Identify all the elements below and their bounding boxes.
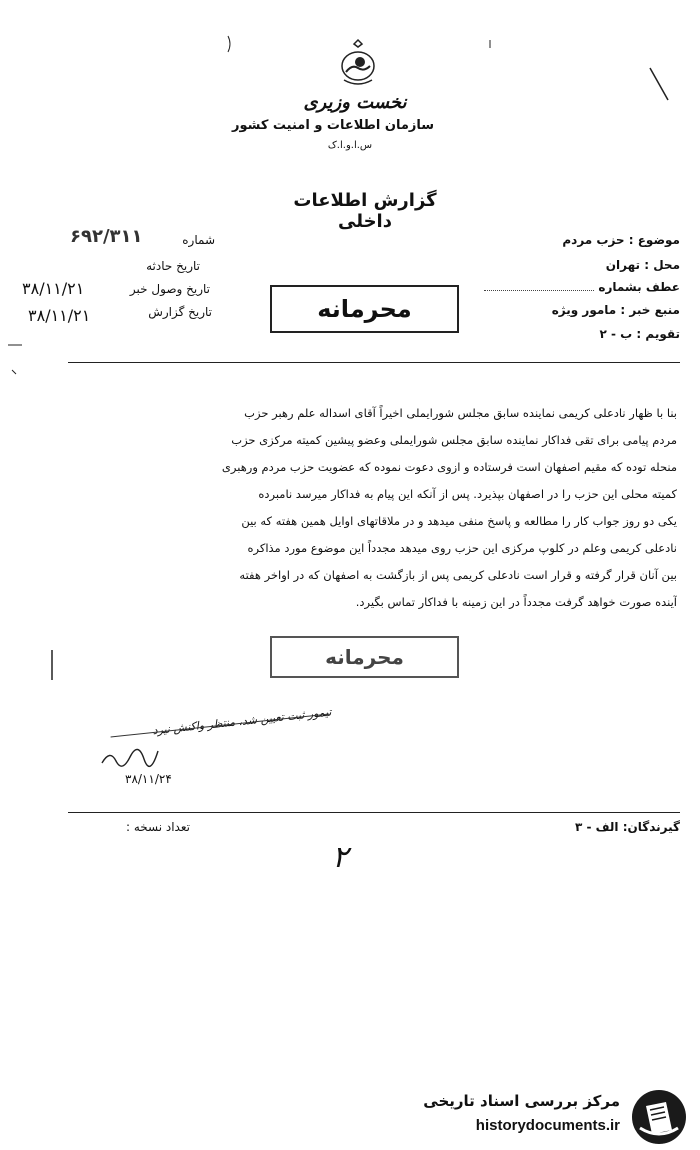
report-date-label: تاریخ گزارش — [148, 305, 212, 319]
evaluation-value: ب - ۲ — [599, 327, 633, 341]
body-line: مردم پیامی برای تقی فداکار نماینده سابق مجلس شورایملی وعضو پیشین کمیته مرکزی حزب — [231, 433, 677, 447]
signature-scribble-icon — [100, 745, 160, 771]
watermark-text: مرکز بررسی اسناد تاریخی — [423, 1092, 620, 1110]
lion-and-sun-emblem-icon — [338, 38, 378, 88]
source-value: مامور ویژه — [551, 303, 617, 317]
confidential-stamp-bottom: محرمانه — [270, 636, 459, 678]
organization-title: سازمان اطلاعات و امنیت کشور — [231, 118, 435, 133]
footer-divider — [68, 812, 680, 813]
handwritten-note: تیمور ثبت تعیین شد، منتظر واکنش نیرد — [151, 705, 333, 738]
number-value: ۶۹۲/۳۱۱ — [70, 226, 143, 247]
received-date-value: ۳۸/۱۱/۲۱ — [22, 279, 85, 298]
ministry-title: نخست وزیری — [303, 92, 407, 113]
source-label: منبع خبر — [629, 303, 680, 317]
reference-label: عطف بشماره — [598, 280, 680, 294]
evaluation-label: تقویم — [645, 327, 680, 341]
scan-mark — [650, 68, 668, 100]
place-field: محل : تهران — [605, 258, 680, 272]
scan-mark — [228, 36, 230, 52]
reference-dotline — [484, 282, 594, 291]
subject-label: موضوع — [637, 233, 680, 247]
body-line: یکی دو روز جواب کار را مطالعه و پاسخ منفی میدهد و در ملاقاتهای اوایل همین هفته که بین — [241, 514, 677, 528]
report-body — [92, 400, 677, 616]
body-line: بین آنان قرار گرفته و قرار است نادعلی کریمی پس از بازگشت به اصفهان که در اواخر هفته — [239, 568, 677, 582]
reference-field — [495, 280, 680, 294]
incident-date-label: تاریخ حادثه — [146, 259, 200, 273]
body-line: نادعلی کریمی وعلم در کلوپ مرکزی این حزب روی میدهد مجدداً این موضوع مورد مذاکره — [247, 541, 677, 555]
confidential-stamp: محرمانه — [270, 285, 459, 333]
copies-label: تعداد نسخه : — [125, 820, 190, 834]
recipients: گیرندگان: الف - ۳ — [574, 820, 680, 834]
source-field: منبع خبر : مامور ویژه — [551, 303, 680, 317]
place-value: تهران — [605, 258, 641, 272]
number-label: شماره — [182, 233, 215, 247]
organization-code: س.ا.و.ا.ک — [327, 140, 373, 151]
header-divider — [68, 362, 680, 363]
scan-mark — [12, 370, 16, 374]
page-mark: ۲ — [331, 840, 349, 875]
subject-field: موضوع : حزب مردم — [562, 233, 680, 247]
evaluation-field: تقویم : ب - ۲ — [599, 327, 680, 341]
body-line: کمیته محلی این حزب را در اصفهان بپذیرد. پس از آنکه این پیام به فداکار میرسد نامبرده — [258, 487, 677, 501]
place-label: محل — [653, 258, 680, 272]
received-date-label: تاریخ وصول خبر — [129, 282, 210, 296]
subject-value: حزب مردم — [562, 233, 625, 247]
report-title: گزارش اطلاعات داخلی — [293, 190, 437, 232]
archive-logo-icon — [630, 1088, 688, 1146]
signature-date: ۳۸/۱۱/۲۴ — [125, 772, 172, 786]
copies-label-text: تعداد نسخه — [133, 820, 190, 834]
watermark-url: historydocuments.ir — [475, 1117, 620, 1134]
body-line: آینده صورت خواهد گرفت مجدداً در این زمینه با فداکار تماس بگیرد. — [355, 595, 677, 609]
report-date-value: ۳۸/۱۱/۲۱ — [28, 306, 91, 325]
body-line: بنا با ظهار نادعلی کریمی نماینده سابق مجلس شورایملی اخیراً آقای اسداله علم رهبر حزب — [244, 406, 677, 420]
body-line: منحله توده که مقیم اصفهان است فرستاده و ازوی دعوت نموده که عضویت حزب مردم ورهبری — [221, 460, 677, 474]
